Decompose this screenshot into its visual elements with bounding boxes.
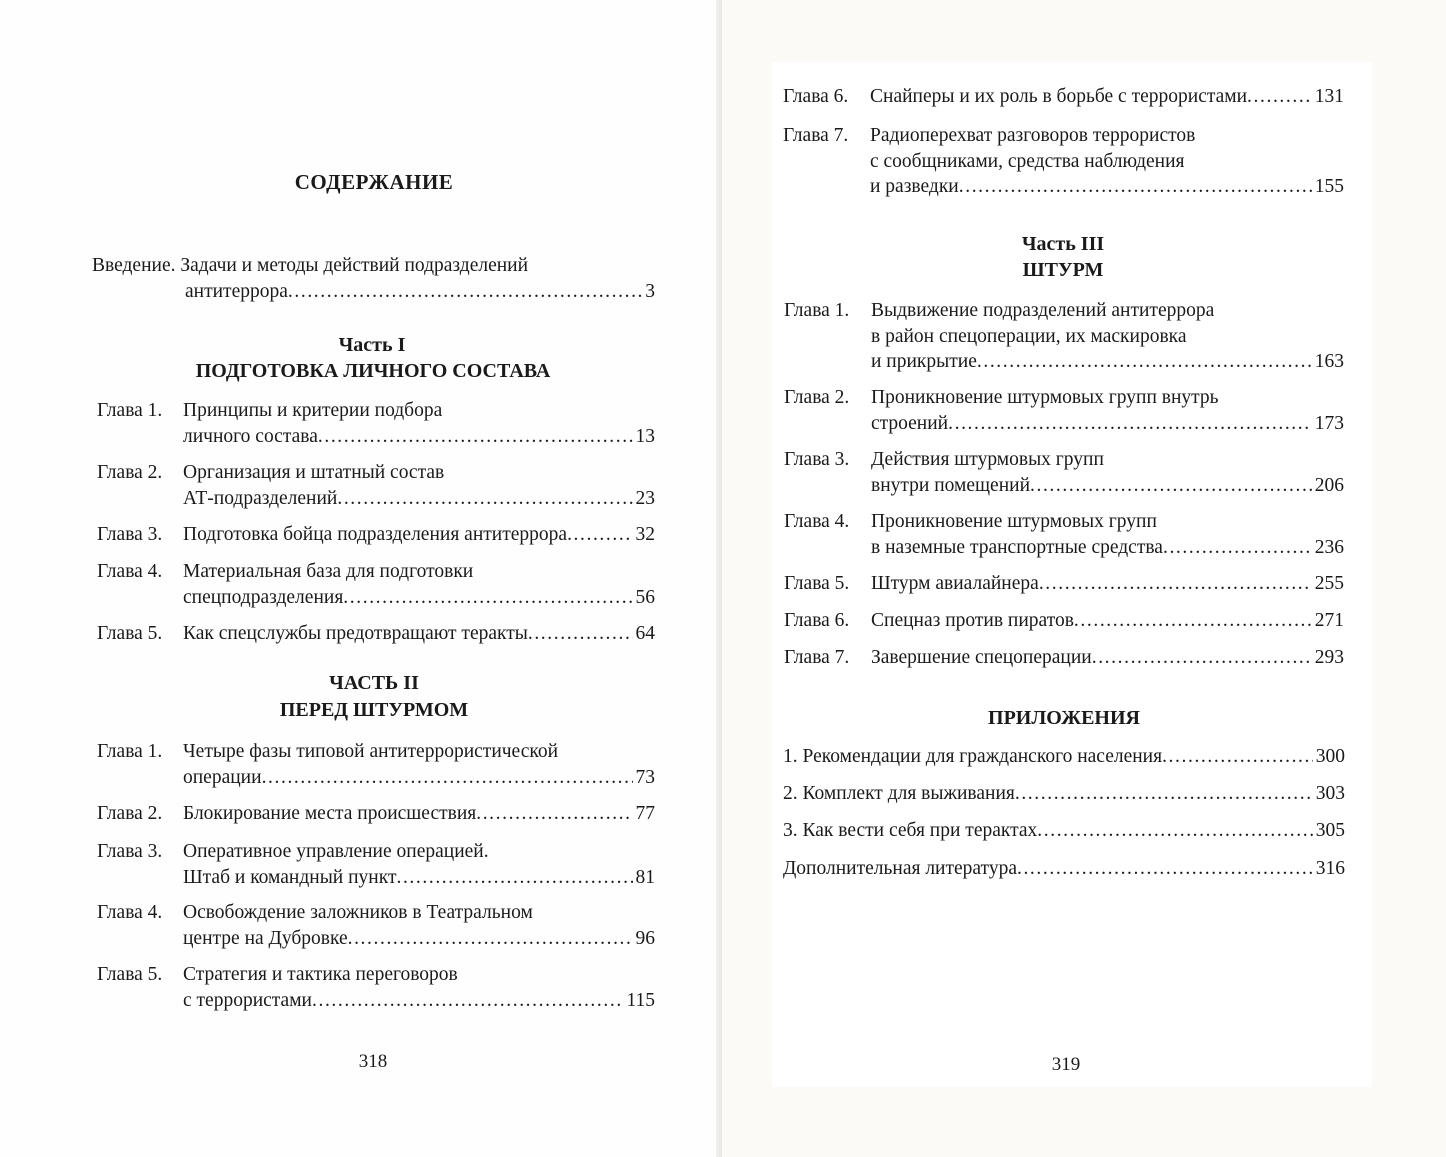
entry-last-line (870, 174, 1344, 200)
toc-entry[interactable] (784, 509, 1344, 560)
page-ref: 131 (1314, 86, 1344, 107)
entry-text: Радиоперехват разговоров террористов (870, 125, 1196, 146)
dot-leader (567, 522, 632, 548)
entry-body (871, 298, 1344, 375)
entry-last-line (871, 535, 1344, 561)
dot-leader (528, 621, 633, 647)
toc-entry[interactable] (784, 447, 1344, 498)
part-3-label: Часть III (1021, 233, 1105, 255)
toc-entry[interactable] (783, 123, 1344, 200)
dot-leader (977, 349, 1312, 375)
entry-body (871, 385, 1344, 436)
chapter-label: Глава 5. (97, 964, 163, 985)
entry-last-line (183, 486, 655, 512)
entry-text: Оперативное управление операцией. (183, 841, 489, 862)
page-ref: 305 (1315, 820, 1345, 841)
entry-text: Проникновение штурмовых групп внутрь (871, 387, 1219, 408)
toc-entry[interactable] (97, 522, 655, 548)
entry-text: Блокирование места происшествия (183, 803, 477, 824)
dot-leader (1017, 856, 1313, 882)
chapter-label: Глава 5. (784, 573, 850, 594)
entry-line (871, 324, 1344, 350)
entry-body (871, 509, 1344, 560)
dot-leader (396, 865, 632, 891)
part-2-label: ЧАСТЬ II (329, 672, 419, 694)
entry-last-line (183, 621, 655, 647)
entry-body (183, 522, 655, 548)
entry-last-line (783, 818, 1345, 844)
entry-text: 3. Как вести себя при терактах (783, 820, 1038, 841)
entry-last-line (183, 865, 655, 891)
entry-line (92, 253, 655, 279)
entry-last-line (183, 926, 655, 952)
toc-entry[interactable] (784, 608, 1344, 634)
entry-line (183, 900, 655, 926)
entry-body (783, 818, 1345, 844)
part-2-title: ПЕРЕД ШТУРМОМ (279, 699, 469, 721)
page-ref: 32 (635, 524, 655, 545)
page-ref: 64 (635, 623, 655, 644)
entry-last-line (871, 473, 1344, 499)
entry-text: АТ-подразделений (183, 487, 338, 509)
part-1-title: ПОДГОТОВКА ЛИЧНОГО СОСТАВА (195, 360, 551, 382)
page-ref: 206 (1314, 474, 1344, 496)
chapter-label: Глава 3. (784, 449, 850, 470)
entry-line (871, 385, 1344, 411)
toc-entry[interactable] (97, 962, 655, 1013)
dot-leader (476, 801, 632, 827)
part-3-title: ШТУРМ (1022, 259, 1104, 281)
entry-body (183, 962, 655, 1013)
page-ref: 96 (635, 927, 655, 949)
dot-leader (1163, 535, 1312, 561)
dot-leader (262, 765, 633, 791)
page-number: 318 (358, 1051, 388, 1072)
entry-text: Дополнительная литература (783, 858, 1017, 879)
entry-last-line (871, 645, 1344, 671)
toc-entry[interactable] (783, 744, 1345, 770)
dot-leader (348, 926, 633, 952)
entry-body (783, 781, 1345, 807)
toc-entry[interactable] (97, 460, 655, 511)
dot-leader (1030, 473, 1312, 499)
entry-text: Принципы и критерии подбора (183, 400, 443, 421)
page-ref: 77 (635, 803, 655, 824)
dot-leader (1015, 781, 1313, 807)
entry-text: внутри помещений (871, 474, 1030, 496)
page-ref: 303 (1315, 783, 1345, 804)
entry-body (871, 447, 1344, 498)
entry-last-line (870, 84, 1344, 110)
contents-title: СОДЕРЖАНИЕ (294, 170, 454, 194)
entry-last-line (183, 424, 655, 450)
entry-last-line (871, 411, 1344, 437)
entry-body (871, 645, 1344, 671)
entry-body (183, 398, 655, 449)
entry-text: строений (871, 412, 949, 434)
entry-text: Штурм авиалайнера (871, 573, 1039, 594)
entry-body (183, 900, 655, 951)
chapter-label: Глава 7. (783, 125, 849, 146)
chapter-label: Глава 6. (783, 86, 849, 107)
entry-text: Как спецслужбы предотвращают теракты (183, 623, 528, 644)
entry-last-line (183, 801, 655, 827)
page-ref: 155 (1314, 176, 1344, 197)
entry-text: Проникновение штурмовых групп (871, 511, 1157, 532)
chapter-label: Глава 4. (97, 902, 163, 923)
page-ref: 13 (635, 425, 655, 447)
entry-text: Освобождение заложников в Театральном (183, 902, 533, 923)
dot-leader (337, 486, 632, 512)
page-number: 319 (1051, 1054, 1081, 1075)
dot-leader (1037, 818, 1312, 844)
page-ref: 23 (635, 487, 655, 509)
entry-text: Материальная база для подготовки (183, 561, 474, 582)
part-1-label: Часть I (338, 334, 406, 356)
chapter-label: Глава 1. (97, 400, 163, 421)
entry-body (783, 744, 1345, 770)
entry-body (871, 571, 1344, 597)
entry-body (870, 84, 1344, 110)
entry-text: в наземные транспортные средства (871, 536, 1163, 558)
chapter-label: Глава 2. (784, 387, 850, 408)
page-ref: 3 (645, 280, 655, 302)
entry-body (871, 608, 1344, 634)
toc-entry[interactable] (97, 398, 655, 449)
entry-last-line (183, 765, 655, 791)
entry-line (871, 298, 1344, 324)
entry-body (870, 123, 1344, 200)
toc-entry[interactable] (97, 900, 655, 951)
toc-entry[interactable] (784, 645, 1344, 671)
chapter-label: Глава 7. (784, 647, 850, 668)
dot-leader (1162, 744, 1313, 770)
toc-entry[interactable] (97, 559, 655, 610)
entry-last-line (871, 608, 1344, 634)
dot-leader (343, 585, 632, 611)
toc-entry[interactable] (97, 739, 655, 790)
page-ref: 316 (1315, 858, 1345, 879)
toc-entry[interactable] (783, 781, 1345, 807)
left-page (0, 0, 722, 1157)
entry-last-line (871, 571, 1344, 597)
page-ref: 255 (1314, 573, 1344, 594)
chapter-label: Глава 2. (97, 462, 163, 483)
appendix-title: ПРИЛОЖЕНИЯ (988, 707, 1140, 729)
dot-leader (318, 424, 633, 450)
page-ref: 173 (1314, 412, 1344, 434)
chapter-label: Глава 1. (784, 300, 850, 321)
entry-line (183, 398, 655, 424)
toc-entry[interactable] (784, 298, 1344, 375)
entry-text: Снайперы и их роль в борьбе с террористами (870, 86, 1248, 107)
page-ref: 115 (626, 989, 655, 1011)
dot-leader (1092, 645, 1312, 671)
entry-text: Выдвижение подразделений антитеррора (871, 300, 1215, 321)
entry-text: 1. Рекомендации для гражданского населения (783, 746, 1163, 767)
page-ref: 56 (635, 586, 655, 608)
entry-text: с террористами (183, 989, 312, 1011)
entry-last-line (183, 988, 655, 1014)
entry-line (183, 460, 655, 486)
entry-line (183, 962, 655, 988)
entry-last-line (92, 279, 655, 305)
entry-text: спецподразделения (183, 586, 344, 608)
chapter-label: Глава 3. (97, 524, 163, 545)
entry-line (183, 559, 655, 585)
entry-text: Спецназ против пиратов (871, 610, 1074, 631)
entry-text: Четыре фазы типовой антитеррористической (183, 741, 559, 762)
page-ref: 73 (635, 766, 655, 788)
entry-text: Штаб и командный пункт (183, 866, 397, 888)
page-ref: 271 (1314, 610, 1344, 631)
entry-text: в район спецоперации, их маскировка (871, 325, 1187, 347)
entry-body (183, 460, 655, 511)
entry-body (783, 856, 1345, 882)
entry-text: антитеррора (185, 280, 288, 302)
entry-text: с сообщниками, средства наблюдения (870, 150, 1185, 172)
dot-leader (959, 174, 1312, 200)
chapter-label: Глава 4. (97, 561, 163, 582)
dot-leader (1247, 84, 1312, 110)
toc-entry[interactable] (784, 385, 1344, 436)
entry-text: 2. Комплект для выживания (783, 783, 1015, 804)
entry-text: Действия штурмовых групп (871, 449, 1104, 470)
chapter-label: Глава 2. (97, 803, 163, 824)
entry-text: личного состава (183, 425, 318, 447)
entry-body (183, 739, 655, 790)
toc-entry[interactable] (92, 253, 655, 304)
toc-entry[interactable] (97, 801, 655, 827)
entry-last-line (783, 856, 1345, 882)
entry-last-line (871, 349, 1344, 375)
chapter-label: Глава 5. (97, 623, 163, 644)
entry-text: и прикрытие (871, 351, 977, 372)
entry-text: Стратегия и тактика переговоров (183, 964, 458, 985)
entry-text: операции (183, 766, 262, 788)
entry-last-line (783, 781, 1345, 807)
toc-entry[interactable] (783, 856, 1345, 882)
right-page (722, 0, 1446, 1157)
entry-last-line (183, 522, 655, 548)
entry-line (870, 149, 1344, 175)
chapter-label: Глава 3. (97, 841, 163, 862)
entry-text: Подготовка бойца подразделения антитеррора (183, 524, 568, 545)
chapter-label: Глава 6. (784, 610, 850, 631)
dot-leader (312, 988, 623, 1014)
entry-body (183, 559, 655, 610)
dot-leader (948, 411, 1312, 437)
entry-text: Введение. Задачи и методы действий подразделений (92, 255, 529, 276)
page-ref: 163 (1314, 351, 1344, 372)
page-ref: 81 (635, 866, 655, 888)
entry-line (871, 447, 1344, 473)
dot-leader (1074, 608, 1312, 634)
entry-line (183, 839, 655, 865)
entry-body (183, 801, 655, 827)
toc-entry[interactable] (783, 818, 1345, 844)
toc-entry[interactable] (97, 839, 655, 890)
toc-entry[interactable] (784, 571, 1344, 597)
entry-body (183, 621, 655, 647)
entry-last-line (183, 585, 655, 611)
chapter-label: Глава 4. (784, 511, 850, 532)
entry-text: центре на Дубровке (183, 927, 348, 949)
toc-entry[interactable] (97, 621, 655, 647)
entry-body (92, 253, 655, 304)
page-ref: 300 (1315, 746, 1345, 767)
entry-last-line (783, 744, 1345, 770)
toc-entry[interactable] (783, 84, 1344, 110)
entry-text: и разведки (870, 176, 959, 197)
page-ref: 293 (1314, 647, 1344, 668)
entry-line (870, 123, 1344, 149)
entry-text: Завершение спецоперации (871, 647, 1092, 668)
chapter-label: Глава 1. (97, 741, 163, 762)
dot-leader (1039, 571, 1312, 597)
page-ref: 236 (1314, 536, 1344, 558)
entry-line (183, 739, 655, 765)
entry-body (183, 839, 655, 890)
entry-line (871, 509, 1344, 535)
dot-leader (288, 279, 642, 305)
entry-text: Организация и штатный состав (183, 462, 445, 483)
